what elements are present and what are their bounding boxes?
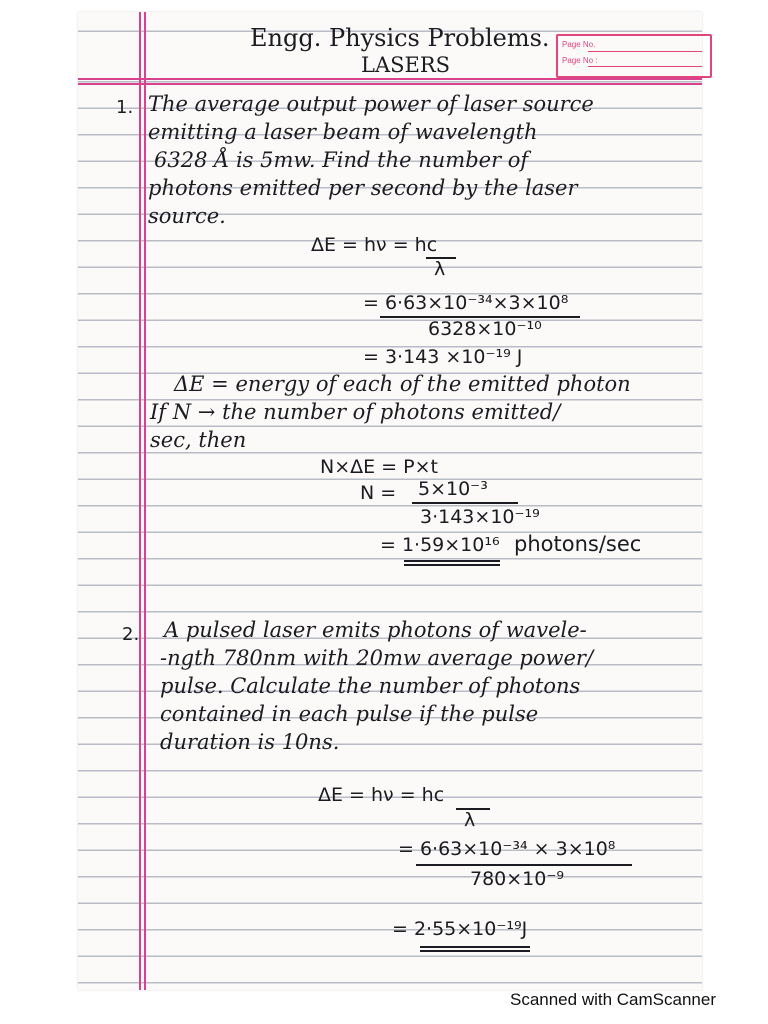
equation-label: N = [360, 482, 397, 504]
problem1-line: photons emitted per second by the laser [148, 176, 578, 200]
equation: = 6·63×10⁻³⁴×3×10⁸ [363, 292, 569, 314]
final-answer: = 2·55×10⁻¹⁹J [392, 918, 528, 940]
equation: = 6·63×10⁻³⁴ × 3×10⁸ [398, 838, 616, 860]
problem1-line: emitting a laser beam of wavelength [148, 120, 538, 144]
margin-line [139, 12, 141, 990]
equation-denominator: 6328×10⁻¹⁰ [428, 318, 542, 340]
problem2-line: contained in each pulse if the pulse [160, 702, 539, 726]
explanation-line: If N → the number of photons emitted/ [150, 400, 561, 424]
explanation-line: ΔE = energy of each of the emitted photon [174, 372, 631, 396]
equation: N×ΔE = P×t [320, 456, 438, 478]
equation-denominator: λ [434, 258, 446, 280]
equation: ΔE = hν = hc [311, 234, 438, 256]
margin-line [144, 12, 146, 990]
page-title: Engg. Physics Problems. [250, 24, 550, 52]
problem2-line: pulse. Calculate the number of photons [160, 674, 581, 698]
problem1-line: source. [148, 204, 226, 228]
equation-result: = 3·143 ×10⁻¹⁹ J [363, 346, 523, 368]
page-subtitle: LASERS [361, 53, 451, 77]
explanation-line: sec, then [150, 428, 247, 452]
page-no-label: Page No. [562, 40, 596, 49]
final-answer-unit: photons/sec [514, 532, 642, 556]
problem1-line: The average output power of laser source [148, 92, 594, 116]
header-line [78, 83, 702, 85]
problem2-line: A pulsed laser emits photons of wavele- [164, 618, 587, 642]
problem2-line: duration is 10ns. [160, 730, 340, 754]
equation: ΔE = hν = hc [318, 784, 445, 806]
problem-number: 1. [116, 97, 134, 118]
equation-denominator: λ [464, 809, 476, 831]
page-date-label: Page No : [562, 56, 598, 65]
equation-numerator: 5×10⁻³ [418, 478, 488, 500]
scanner-watermark: Scanned with CamScanner [509, 990, 716, 1009]
equation-denominator: 3·143×10⁻¹⁹ [420, 506, 540, 528]
problem-number: 2. [122, 624, 140, 645]
final-answer: = 1·59×10¹⁶ [380, 534, 500, 556]
problem1-line: 6328 Å is 5mw. Find the number of [154, 148, 529, 172]
page-number-box [556, 34, 712, 78]
problem2-line: -ngth 780nm with 20mw average power/ [160, 646, 594, 670]
header-line [78, 78, 702, 80]
notebook-page [78, 12, 702, 990]
equation-denominator: 780×10⁻⁹ [470, 868, 565, 890]
